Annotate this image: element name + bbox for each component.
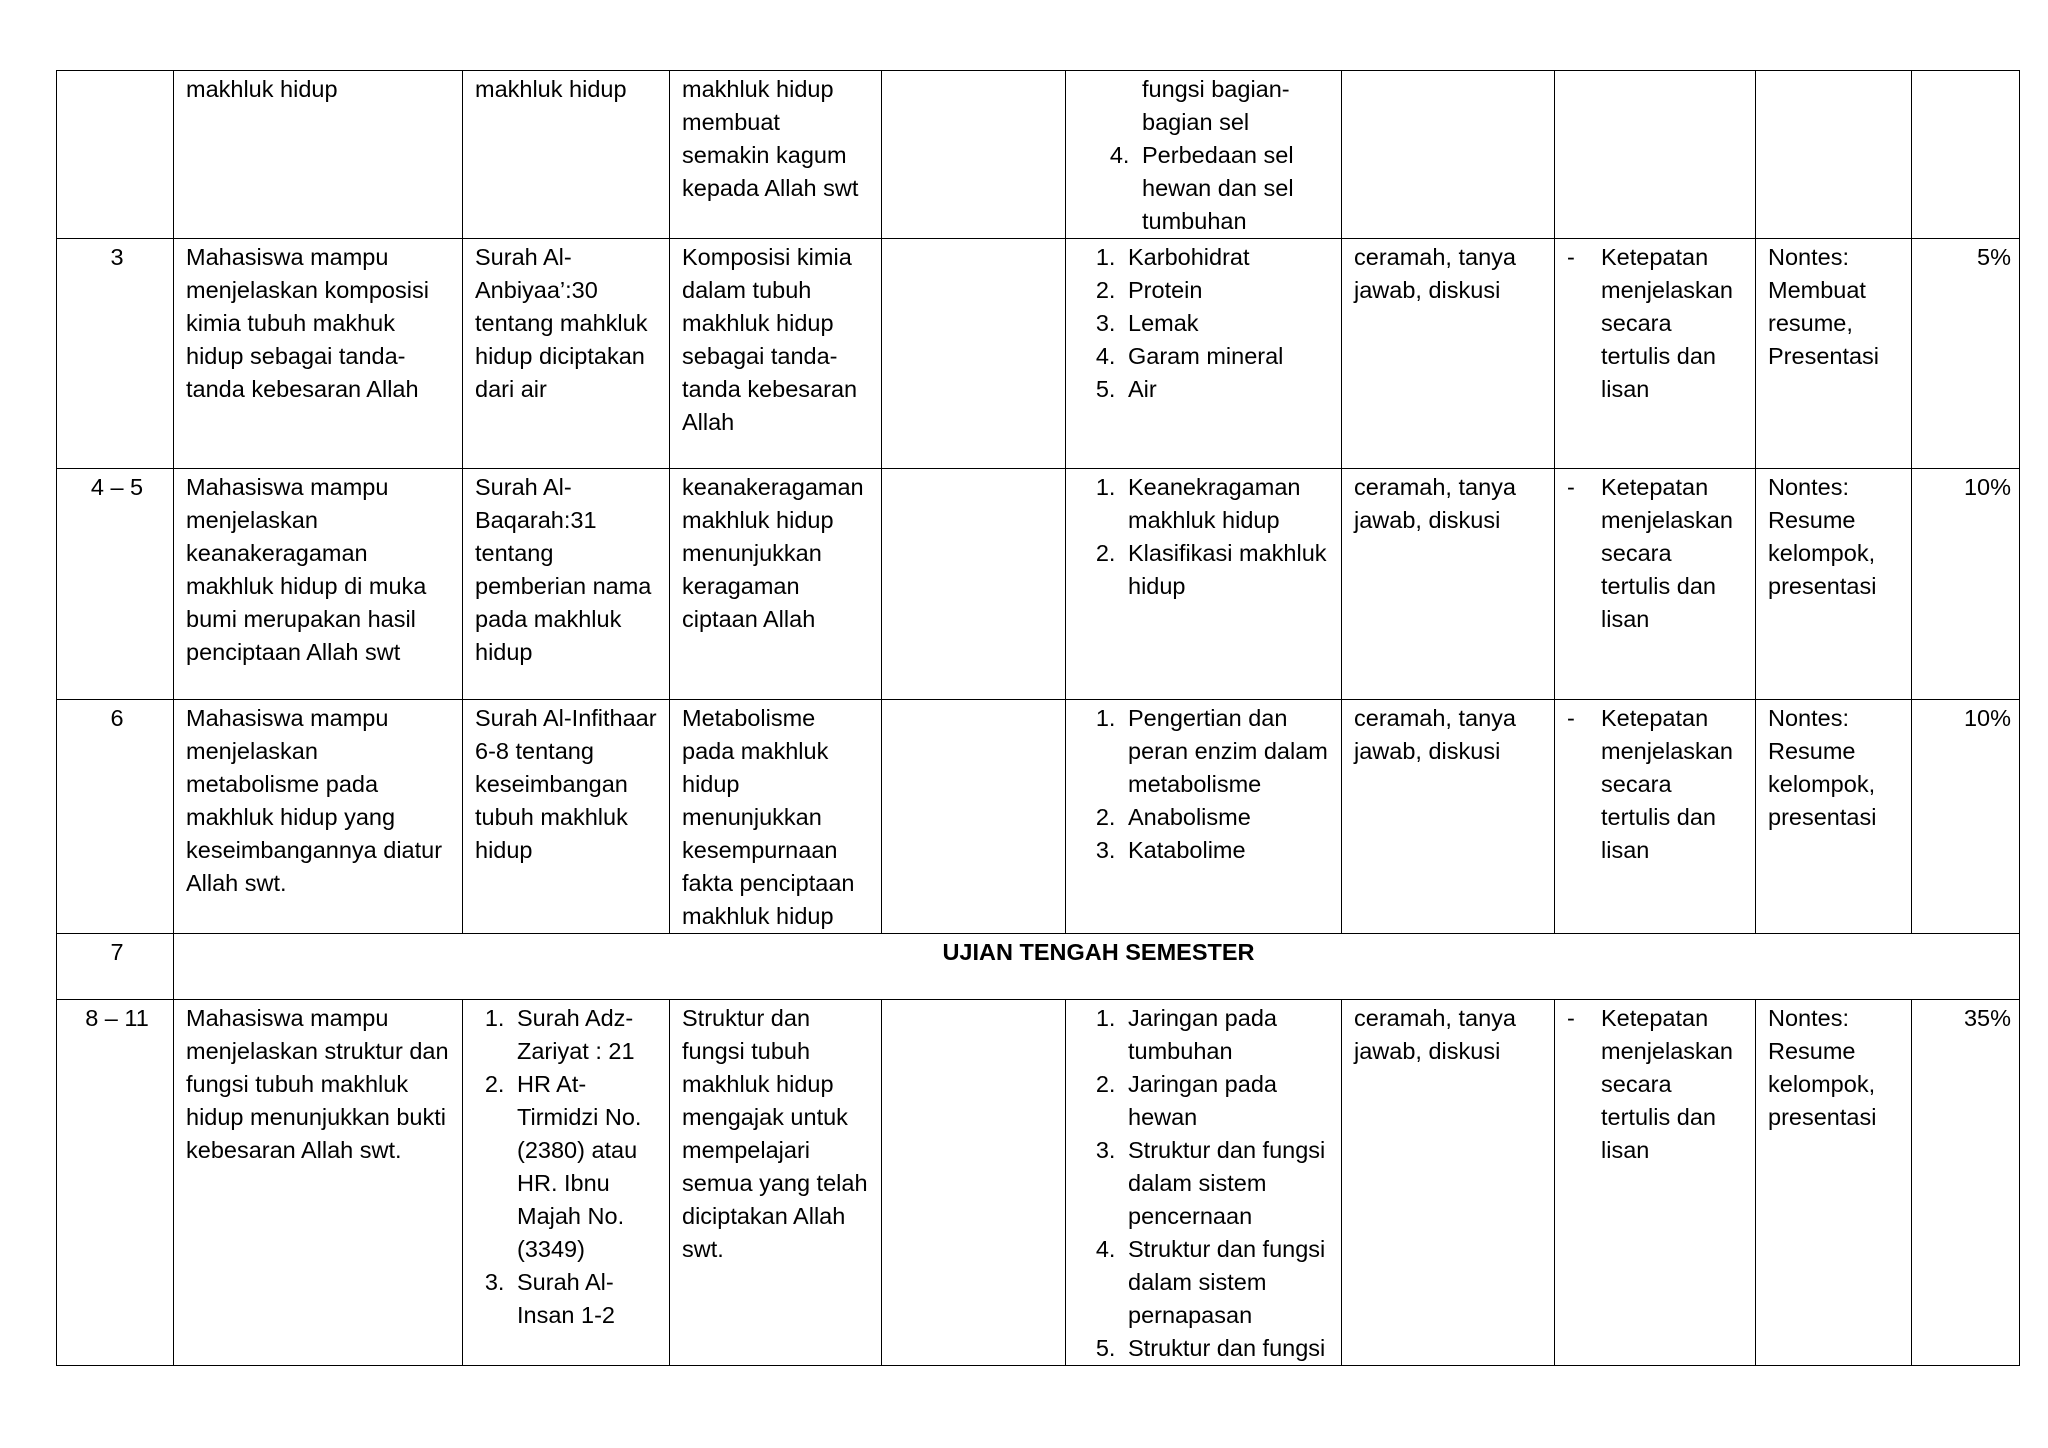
week-cell: 6: [57, 700, 174, 934]
list-item: 3. Katabolime: [1122, 834, 1333, 867]
list-item: - Ketepatan menjelaskan secara tertulis dan lisan: [1567, 1002, 1747, 1167]
list-item: 1. Keanekragaman makhluk hidup: [1122, 471, 1333, 537]
bobot-cell: 10%: [1912, 700, 2020, 934]
list-item: 1. Jaringan pada tumbuhan: [1122, 1002, 1333, 1068]
kemampuan-cell: Mahasiswa mampu menjelaskan struktur dan fungsi tubuh makhluk hidup menunjukkan bukti kebesaran Allah swt.: [174, 1000, 463, 1366]
table-row-uts: [57, 934, 2020, 1000]
materi-list: [1078, 73, 1333, 238]
indikator-cell: [1555, 469, 1756, 700]
list-item: 3. Struktur dan fungsi dalam sistem pencernaan: [1122, 1134, 1333, 1233]
bentuk-cell: Nontes: Membuat resume, Presentasi: [1756, 239, 1912, 469]
indikator-cell: [1555, 71, 1756, 239]
bahan-kajian-cell: Struktur dan fungsi tubuh makhluk hidup mengajak untuk mempelajari semua yang telah diciptakan Allah swt.: [670, 1000, 882, 1366]
list-item: 4. Perbedaan sel hewan dan sel tumbuhan: [1136, 139, 1333, 238]
metode-cell: ceramah, tanya jawab, diskusi: [1342, 1000, 1555, 1366]
list-item: 1. Karbohidrat: [1122, 241, 1333, 274]
integrasi-cell: makhluk hidup: [463, 71, 670, 239]
list-item: - Ketepatan menjelaskan secara tertulis dan lisan: [1567, 702, 1747, 867]
metode-cell: [1342, 71, 1555, 239]
integrasi-list: [475, 1002, 661, 1332]
materi-cell: [1066, 71, 1342, 239]
empty-cell: [882, 239, 1066, 469]
materi-list: [1078, 702, 1333, 867]
indikator-list: [1567, 1002, 1747, 1167]
table-row: [57, 239, 2020, 469]
bentuk-cell: Nontes: Resume kelompok, presentasi: [1756, 700, 1912, 934]
indikator-cell: [1555, 1000, 1756, 1366]
week-cell: 7: [57, 934, 174, 1000]
bahan-kajian-cell: Metabolisme pada makhluk hidup menunjukkan kesempurnaan fakta penciptaan makhluk hidup: [670, 700, 882, 934]
empty-cell: [882, 71, 1066, 239]
materi-cell: [1066, 700, 1342, 934]
list-item: - Ketepatan menjelaskan secara tertulis dan lisan: [1567, 471, 1747, 636]
materi-cell: [1066, 239, 1342, 469]
indikator-cell: [1555, 700, 1756, 934]
rps-table: [56, 70, 2020, 1366]
empty-cell: [882, 700, 1066, 934]
empty-cell: [882, 469, 1066, 700]
bentuk-cell: [1756, 71, 1912, 239]
list-item: 3. Lemak: [1122, 307, 1333, 340]
list-item: 2. Klasifikasi makhluk hidup: [1122, 537, 1333, 603]
indikator-cell: [1555, 239, 1756, 469]
metode-cell: ceramah, tanya jawab, diskusi: [1342, 239, 1555, 469]
kemampuan-cell: makhluk hidup: [174, 71, 463, 239]
indikator-list: [1567, 702, 1747, 867]
integrasi-cell: Surah Al-Infithaar 6-8 tentang keseimbangan tubuh makhluk hidup: [463, 700, 670, 934]
indikator-list: [1567, 241, 1747, 406]
list-item: 5. Air: [1122, 373, 1333, 406]
integrasi-cell: Surah Al-Anbiyaa’:30 tentang mahkluk hidup diciptakan dari air: [463, 239, 670, 469]
list-item: 4. Struktur dan fungsi dalam sistem pernapasan: [1122, 1233, 1333, 1332]
table-row: [57, 700, 2020, 934]
table-row: [57, 71, 2020, 239]
bahan-kajian-cell: keanakeragaman makhluk hidup menunjukkan keragaman ciptaan Allah: [670, 469, 882, 700]
list-item: 2. Protein: [1122, 274, 1333, 307]
week-cell: 3: [57, 239, 174, 469]
metode-cell: ceramah, tanya jawab, diskusi: [1342, 469, 1555, 700]
metode-cell: ceramah, tanya jawab, diskusi: [1342, 700, 1555, 934]
list-item: 4. Garam mineral: [1122, 340, 1333, 373]
list-item: 2. Jaringan pada hewan: [1122, 1068, 1333, 1134]
bahan-kajian-cell: Komposisi kimia dalam tubuh makhluk hidup sebagai tanda-tanda kebesaran Allah: [670, 239, 882, 469]
bentuk-cell: Nontes: Resume kelompok, presentasi: [1756, 469, 1912, 700]
kemampuan-cell: Mahasiswa mampu menjelaskan komposisi kimia tubuh makhuk hidup sebagai tanda-tanda kebesaran Allah: [174, 239, 463, 469]
list-item: fungsi bagian-bagian sel: [1142, 76, 1290, 135]
indikator-list: [1567, 471, 1747, 636]
materi-list: [1078, 1002, 1333, 1365]
materi-cell: [1066, 469, 1342, 700]
list-item: 1. Surah Adz-Zariyat : 21: [511, 1002, 661, 1068]
bobot-cell: 10%: [1912, 469, 2020, 700]
bobot-cell: 5%: [1912, 239, 2020, 469]
kemampuan-cell: Mahasiswa mampu menjelaskan metabolisme pada makhluk hidup yang keseimbangannya diatur Allah swt.: [174, 700, 463, 934]
kemampuan-cell: Mahasiswa mampu menjelaskan keanakeragaman makhluk hidup di muka bumi merupakan hasil penciptaan Allah swt: [174, 469, 463, 700]
bentuk-cell: Nontes: Resume kelompok, presentasi: [1756, 1000, 1912, 1366]
table-row: [57, 469, 2020, 700]
materi-cell: [1066, 1000, 1342, 1366]
bobot-cell: [1912, 71, 2020, 239]
bahan-kajian-cell: makhluk hidup membuat semakin kagum kepada Allah swt: [670, 71, 882, 239]
table-row: [57, 1000, 2020, 1366]
uts-label: UJIAN TENGAH SEMESTER: [174, 934, 2020, 1000]
list-item: 3. Surah Al-Insan 1-2: [511, 1266, 661, 1332]
week-cell: 4 – 5: [57, 469, 174, 700]
week-cell: 8 – 11: [57, 1000, 174, 1366]
list-item: 5. Struktur dan fungsi: [1122, 1332, 1333, 1365]
materi-list: [1078, 241, 1333, 406]
list-item: 2. HR At-Tirmidzi No. (2380) atau HR. Ibnu Majah No. (3349): [511, 1068, 661, 1266]
integrasi-cell: Surah Al-Baqarah:31 tentang pemberian nama pada makhluk hidup: [463, 469, 670, 700]
bobot-cell: 35%: [1912, 1000, 2020, 1366]
list-item: 1. Pengertian dan peran enzim dalam metabolisme: [1122, 702, 1333, 801]
materi-list: [1078, 471, 1333, 603]
integrasi-cell: [463, 1000, 670, 1366]
empty-cell: [882, 1000, 1066, 1366]
list-item: - Ketepatan menjelaskan secara tertulis dan lisan: [1567, 241, 1747, 406]
week-cell: [57, 71, 174, 239]
list-item: 2. Anabolisme: [1122, 801, 1333, 834]
